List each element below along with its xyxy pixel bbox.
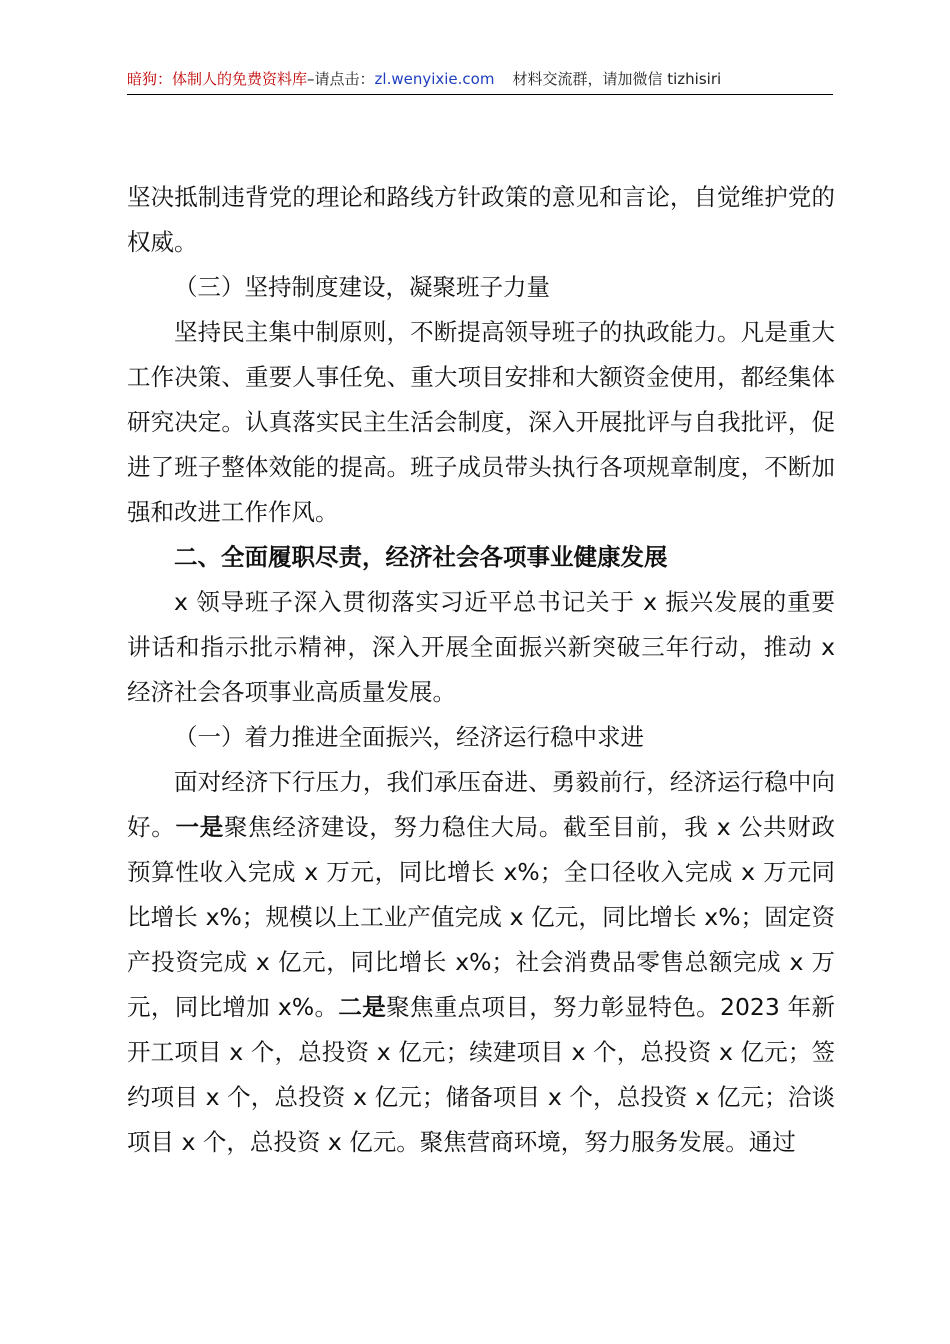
paragraph-part-2: 聚焦重点项目，努力彰显特色。2023 年新开工项目 x 个，总投资 x 亿元；续建项目 x 个，总投资 x 亿元；签约项目 x 个，总投资 x 亿元；储备项目 x 个，总投资 x 亿元；洽谈项目 x 个，总投资 x 亿元。聚焦营商环境，努力服务发展。通过 (127, 993, 835, 1156)
section-heading-1: （一）着力推进全面振兴，经济运行稳中求进 (174, 723, 644, 751)
bold-label-first: 一是 (175, 813, 224, 841)
paragraph-continuation: 坚决抵制违背党的理论和路线方针政策的意见和言论，自觉维护党的权威。 (127, 183, 835, 256)
header-site-name: 暗狗：体制人的免费资料库 (127, 70, 308, 88)
chapter-heading-2: 二、全面履职尽责，经济社会各项事业健康发展 (174, 543, 668, 571)
header-wechat-note: 材料交流群，请加微信 tizhisiri (512, 70, 722, 88)
document-body (127, 175, 835, 1165)
paragraph-intro: 面对经济下行压力，我们承压奋进、勇毅前行，经济运行稳中向好。 (127, 768, 835, 841)
section-heading-3: （三）坚持制度建设，凝聚班子力量 (174, 273, 550, 301)
header-click-prompt: –请点击： (307, 70, 375, 88)
header-url-link[interactable]: zl.wenyixie.com (374, 70, 495, 88)
paragraph: x 领导班子深入贯彻落实习近平总书记关于 x 振兴发展的重要讲话和指示批示精神，深入开展全面振兴新突破三年行动，推动 x 经济社会各项事业高质量发展。 (127, 588, 835, 706)
bold-label-second: 二是 (338, 993, 387, 1021)
page-header (127, 68, 833, 95)
paragraph-part-1: 聚焦经济建设，努力稳住大局。截至目前，我 x 公共财政预算性收入完成 x 万元，同比增长 x%；全口径收入完成 x 万元同比增长 x%；规模以上工业产值完成 x 亿元，同比增长 x%；固定资产投资完成 x 亿元，同比增长 x%；社会消费品零售总额完成 x 万元，同比增加 x%。 (127, 813, 836, 1021)
paragraph: 坚持民主集中制原则，不断提高领导班子的执政能力。凡是重大工作决策、重要人事任免、重大项目安排和大额资金使用，都经集体研究决定。认真落实民主生活会制度，深入开展批评与自我批评，促进了班子整体效能的提高。班子成员带头执行各项规章制度，不断加强和改进工作作风。 (127, 318, 835, 526)
paragraph-economy (127, 760, 835, 1165)
